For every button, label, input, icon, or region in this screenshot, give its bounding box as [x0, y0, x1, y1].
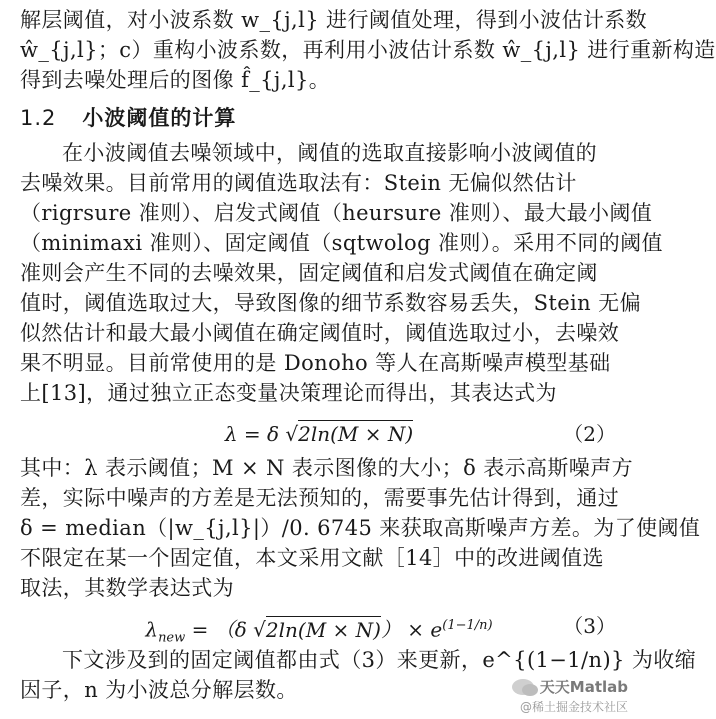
equation-2-number: （2）	[563, 422, 616, 446]
text-line: 准则会产生不同的去噪效果，固定阈值和启发式阈值在确定阈	[20, 261, 598, 285]
text-line: 果不明显。目前常使用的是 Donoho 等人在高斯噪声模型基础	[20, 351, 611, 375]
text-line: 其中：λ 表示阈值；M × N 表示图像的大小；δ 表示高斯噪声方	[20, 456, 633, 480]
equation-2-radicand: 2ln(M × N)	[298, 422, 414, 446]
watermark-subtitle: @稀土掘金技术社区	[519, 700, 628, 714]
text-line: 得到去噪处理后的图像 f̂_{j,l}。	[20, 68, 331, 92]
text-line: 下文涉及到的固定阈值都由式（3）来更新，e^{(1−1/n)} 为收缩	[62, 648, 697, 672]
text-line: 差，实际中噪声的方差是无法预知的，需要事先估计得到，通过	[20, 486, 620, 510]
equation-2-expression	[0, 420, 638, 448]
section-title: 小波阈值的计算	[82, 106, 237, 130]
text-line: 不限定在某一个固定值，本文采用文献［14］中的改进阈值选	[20, 546, 604, 570]
equation-3-lhs: λ	[145, 617, 159, 642]
text-line: 似然估计和最大最小阈值在确定阈值时，阈值选取过小，去噪效	[20, 321, 620, 345]
watermark	[512, 676, 628, 715]
text-line: 值时，阈值选取过大，导致图像的细节系数容易丢失，Stein 无偏	[20, 291, 641, 315]
section-number: 1.2	[20, 106, 57, 130]
text-line: 取法，其数学表达式为	[20, 576, 234, 600]
text-line: 解层阈值，对小波系数 w_{j,l} 进行阈值处理，得到小波估计系数	[20, 8, 648, 32]
equation-3-rhs: ） × e	[380, 617, 443, 642]
equation-3-superscript: (1−1/n)	[442, 618, 493, 633]
text-line: （rigrsure 准则）、启发式阈值（heursure 准则）、最大最小阈值	[20, 201, 653, 225]
sqrt-sign: √	[253, 617, 266, 642]
equation-3-number: （3）	[563, 614, 616, 638]
text-line: 因子，n 为小波总分解层数。	[20, 678, 298, 702]
equation-3-radicand: 2ln(M × N)	[265, 617, 381, 642]
text-line: （minimaxi 准则）、固定阈值（sqtwolog 准则）。采用不同的阈值	[20, 231, 663, 255]
text-line: ŵ_{j,l}；c）重构小波系数，再利用小波估计系数 ŵ_{j,l} 进行重新构造	[20, 38, 716, 62]
equation-3-subscript: new	[158, 630, 186, 646]
text-line: 去噪效果。目前常用的阈值选取法有：Stein 无偏似然估计	[20, 171, 577, 195]
equation-3-expression	[0, 612, 638, 653]
sqrt-sign: √	[285, 422, 299, 446]
watermark-title: 天天Matlab	[539, 678, 628, 696]
text-line: 上[13]，通过独立正态变量决策理论而得出，其表达式为	[20, 381, 557, 405]
equation-3	[0, 612, 638, 646]
text-line: 在小波阈值去噪领域中，阈值的选取直接影响小波阈值的	[62, 141, 597, 165]
text-line: δ = median（|w_{j,l}|）/0. 6745 来获取高斯噪声方差。为了使阈值	[20, 516, 701, 540]
equation-2-lhs: λ = δ	[224, 422, 280, 446]
equation-2	[0, 420, 638, 448]
section-heading	[20, 106, 236, 130]
wechat-icon	[512, 679, 534, 695]
equation-3-mid: = （δ	[185, 617, 254, 642]
